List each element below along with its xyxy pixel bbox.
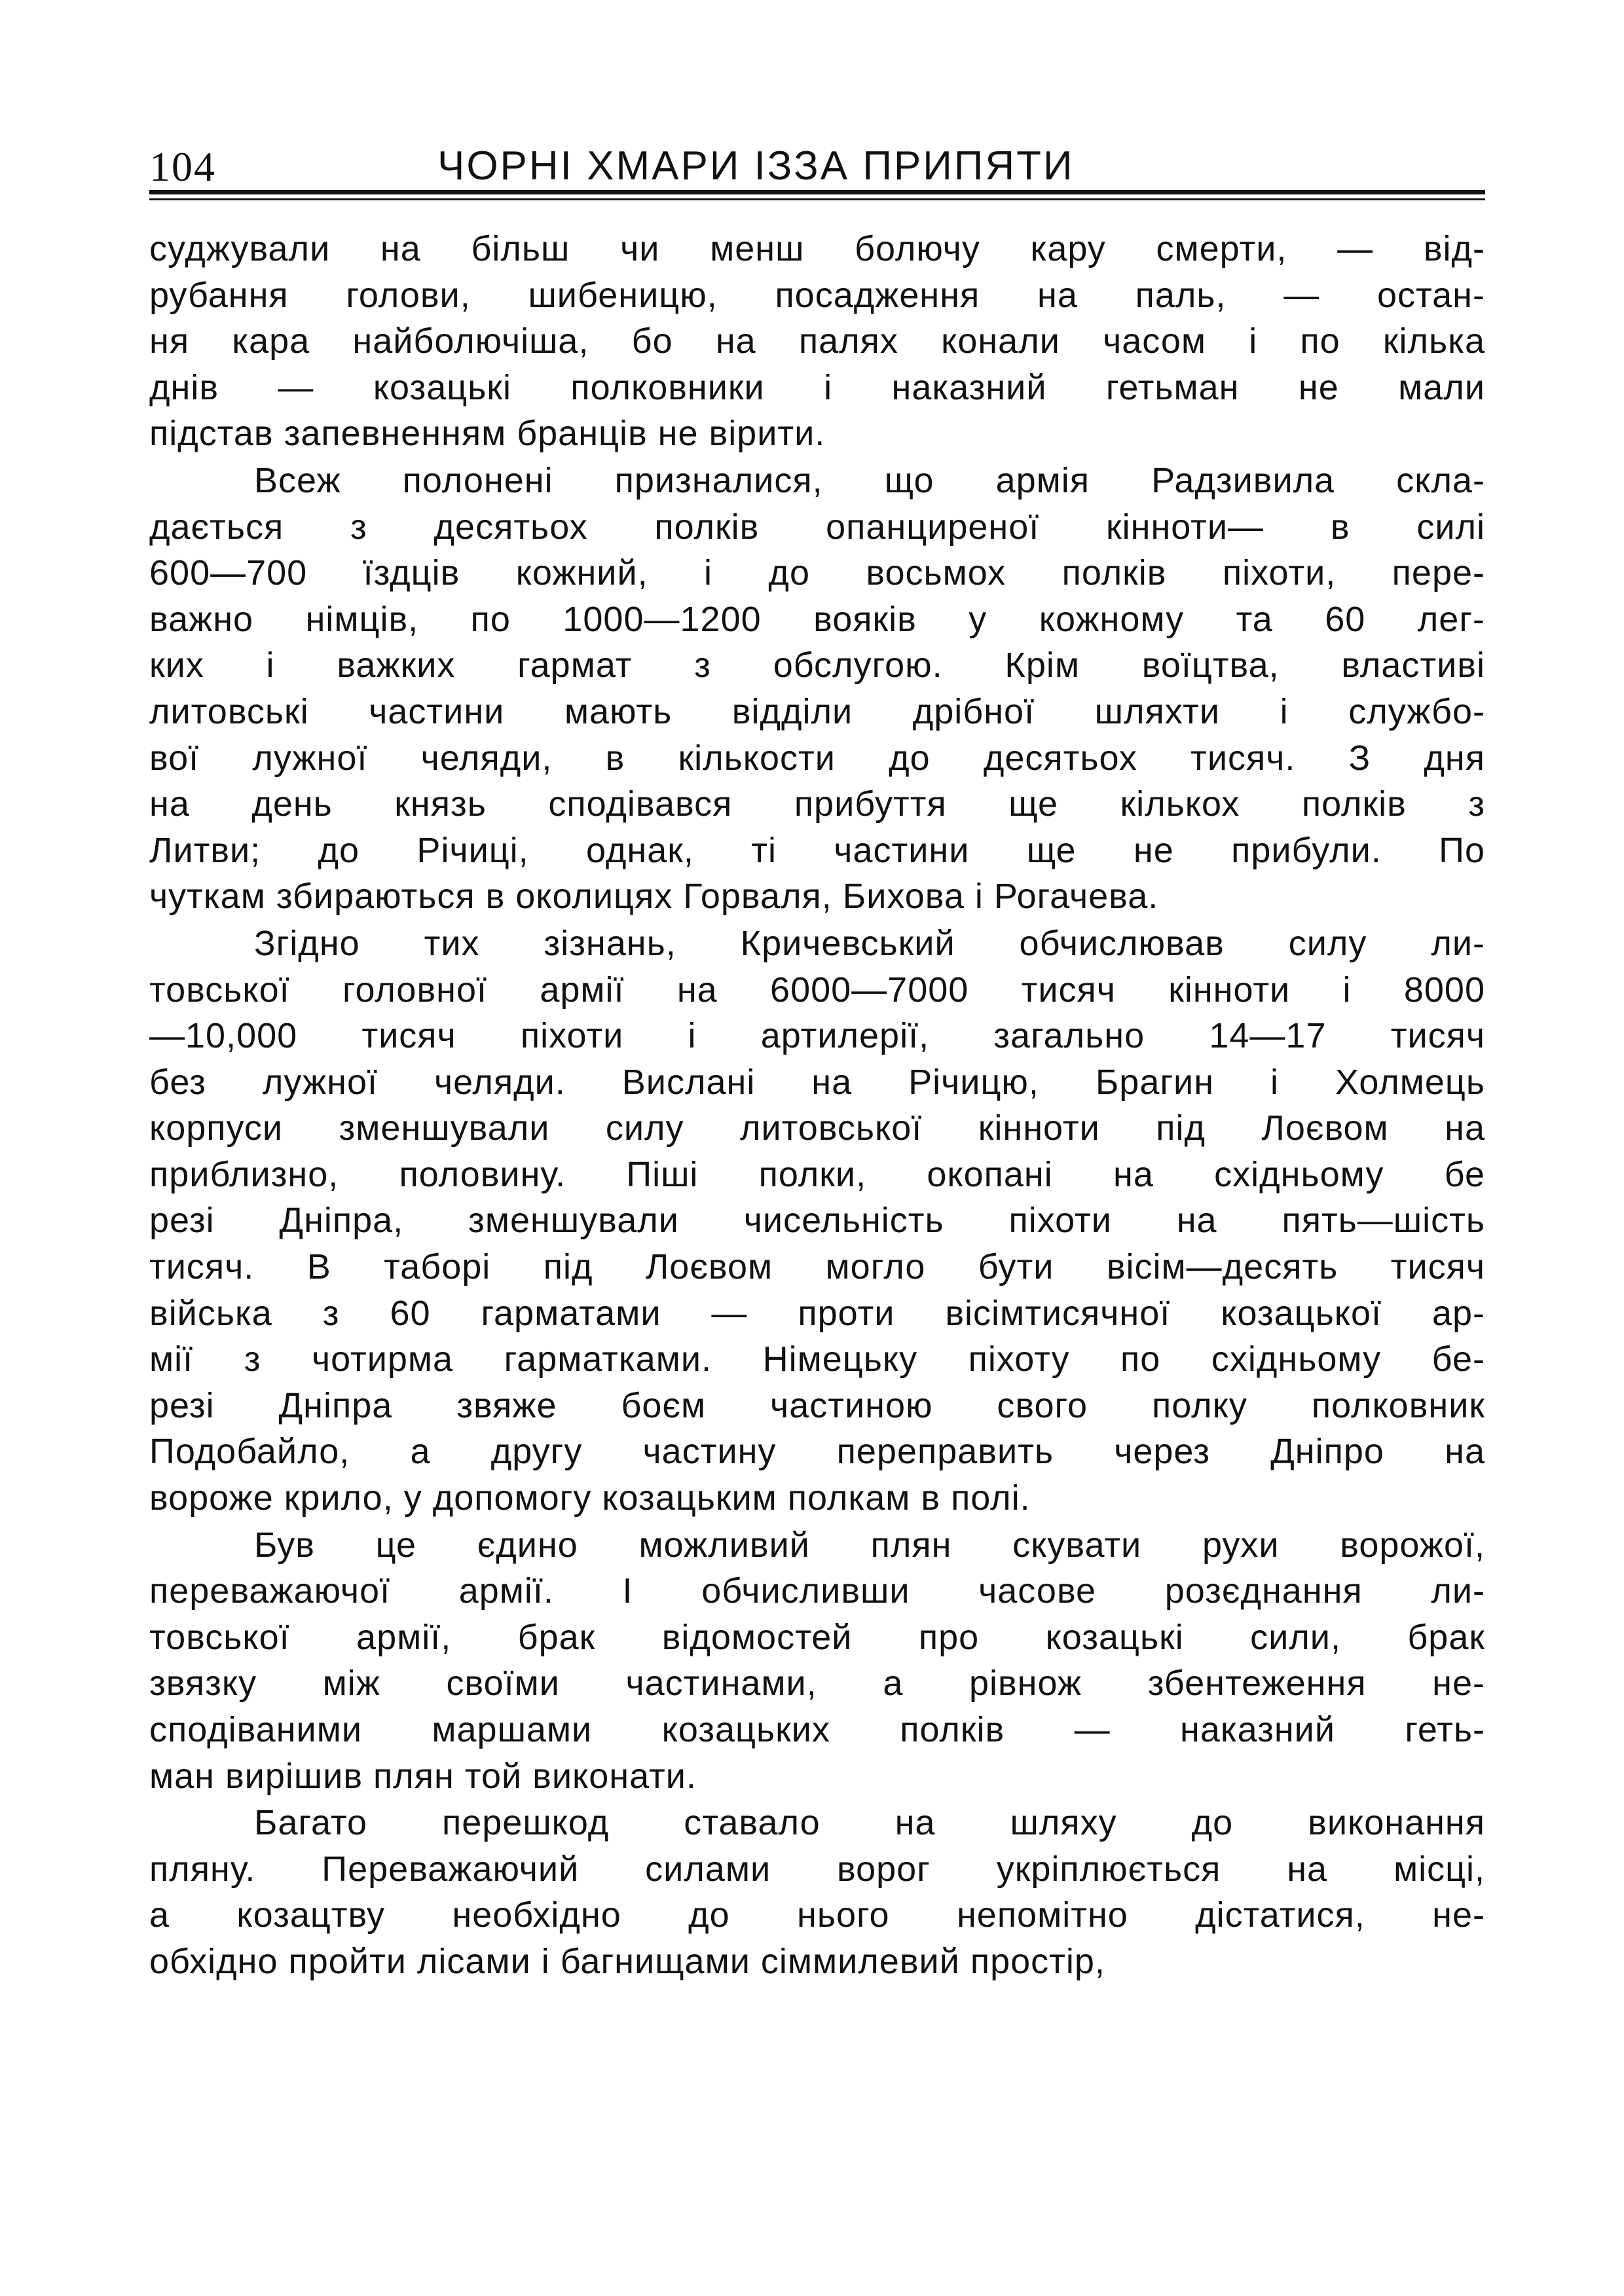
paragraph xyxy=(149,920,1485,1522)
text-line: —10,000 тисяч піхоти і артилерії, загально 14—17 тисяч xyxy=(149,1016,1485,1056)
text-line: пляну. Переважаючий силами ворог укріплюється на місці, xyxy=(149,1849,1485,1889)
text-line: звязку між своїми частинами, а рівнож збентеження не- xyxy=(149,1664,1485,1704)
text-line: ких і важких гармат з обслугою. Крім воїцтва, властиві xyxy=(149,646,1485,685)
text-line: війська з 60 гарматами — проти вісімтисячної козацької ар- xyxy=(149,1293,1485,1333)
text-line: ня кара найболючіша, бо на палях конали часом і по кілька xyxy=(149,321,1485,361)
text-line: рубання голови, шибеницю, посадження на паль, — остан- xyxy=(149,275,1485,315)
text-line: важно німців, по 1000—1200 вояків у кожному та 60 лег- xyxy=(149,599,1485,639)
paragraph xyxy=(149,458,1485,920)
text-line: дається з десятьох полків опанциреної кінноти— в силі xyxy=(149,507,1485,547)
text-line: Литви; до Річиці, однак, ті частини ще не прибули. По xyxy=(149,830,1485,870)
text-line: резі Дніпра звяже боєм частиною свого полку полковник xyxy=(149,1385,1485,1425)
text-line: ман вирішив плян той виконати. xyxy=(149,1756,697,1796)
book-title: ЧОРНІ ХМАРИ ІЗЗА ПРИПЯТИ xyxy=(437,143,1075,189)
text-line: вороже крило, у допомогу козацьким полкам в полі. xyxy=(149,1478,1031,1518)
text-line: чуткам збираються в околицях Горваля, Бихова і Рогачева. xyxy=(149,877,1159,917)
text-line: підстав запевненням бранців не вірити. xyxy=(149,414,826,454)
text-line: сподіваними маршами козацьких полків — наказний геть- xyxy=(149,1710,1485,1749)
header-rule-thin xyxy=(149,198,1485,200)
text-line: Був це єдино можливий плян скувати рухи ворожої, xyxy=(254,1525,1485,1565)
text-line: тисяч. В таборі під Лоєвом могло бути вісім—десять тисяч xyxy=(149,1247,1485,1287)
text-line: корпуси зменшували силу литовської кінноти під Лоєвом на xyxy=(149,1108,1485,1148)
text-line: товської головної армії на 6000—7000 тисяч кінноти і 8000 xyxy=(149,970,1485,1010)
text-line: мії з чотирма гарматками. Німецьку піхоту по східньому бе- xyxy=(149,1339,1485,1379)
text-line: литовські частини мають відділи дрібної шляхти і службо- xyxy=(149,691,1485,731)
running-head xyxy=(149,136,1485,195)
text-line: на день князь сподівався прибуття ще кількох полків з xyxy=(149,784,1485,824)
text-line: товської армії, брак відомостей про козацькі сили, брак xyxy=(149,1617,1485,1657)
header-rule-thick xyxy=(149,190,1485,194)
text-line: 600—700 їздців кожний, і до восьмох полків піхоти, пере- xyxy=(149,553,1485,593)
text-line: без лужної челяди. Вислані на Річицю, Брагин і Холмець xyxy=(149,1062,1485,1102)
body-text xyxy=(149,226,1485,1985)
text-line: резі Дніпра, зменшували чисельність піхоти на пять—шість xyxy=(149,1201,1485,1241)
text-line: днів — козацькі полковники і наказний гетьман не мали xyxy=(149,367,1485,407)
text-line: приблизно, половину. Піші полки, окопані на східньому бе xyxy=(149,1154,1485,1194)
text-line: Всеж полонені призналися, що армія Радзивила скла- xyxy=(254,460,1485,500)
paragraph xyxy=(149,226,1485,457)
text-line: а козацтву необхідно до нього непомітно дістатися, не- xyxy=(149,1895,1485,1935)
paragraph xyxy=(149,1800,1485,1984)
page-number: 104 xyxy=(149,143,216,190)
text-line: суджували на більш чи менш болючу кару смерти, — від- xyxy=(149,229,1485,268)
text-line: Подобайло, а другу частину переправить через Дніпро на xyxy=(149,1432,1485,1472)
paragraph xyxy=(149,1522,1485,1800)
text-line: вої лужної челяди, в кількости до десятьох тисяч. З дня xyxy=(149,738,1485,778)
text-line: обхідно пройти лісами і багнищами сіммилевий простір, xyxy=(149,1941,1105,1981)
text-line: Згідно тих зізнань, Кричевський обчислював силу ли- xyxy=(254,923,1485,963)
text-line: переважаючої армії. І обчисливши часове розєднання ли- xyxy=(149,1571,1485,1611)
text-line: Багато перешкод ставало на шляху до виконання xyxy=(254,1803,1485,1843)
